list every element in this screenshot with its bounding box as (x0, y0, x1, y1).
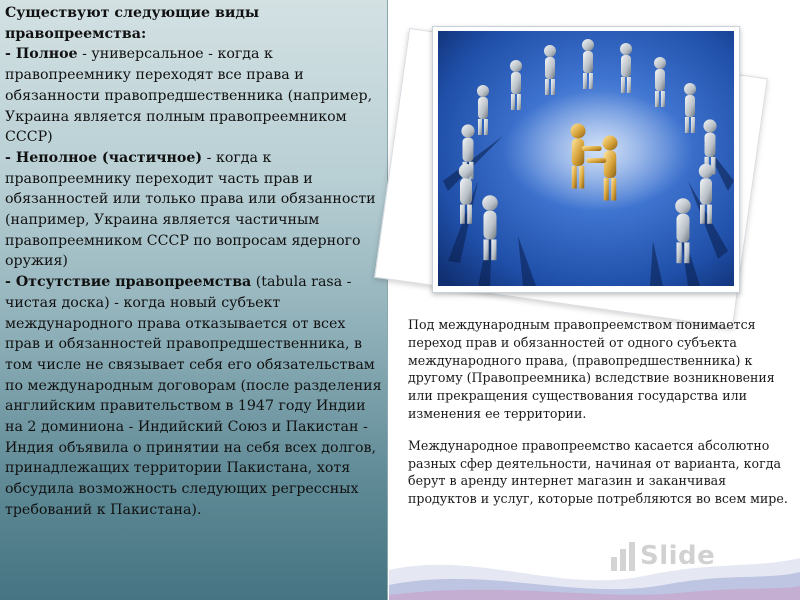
types-paragraph (5, 3, 383, 521)
absent-succession-text: (tabula rasa - чистая доска) - когда новый субъект международного права отказывается от всех прав и обязанностей правопредшественника, в том числе не связывает себя его обязательствам по международным договорам (после разделения английским правительством в 1947 году Индии на 2 доминиона - Индийский Союз и Пакистан - Индия объявила о принятии на себя всех долгов, принадлежащих территории Пакистана, хотя обсудила возможность следующих регрессных требований к Пакистана). (5, 274, 382, 518)
left-text-panel (0, 0, 388, 600)
full-succession-label: - Полное (5, 46, 78, 63)
full-succession-text: - универсальное - когда к правопреемнику переходят все права и обязанности правопредшественника (например, Украина является полным правопреемником СССР) (5, 46, 373, 146)
figures-circle-photo (438, 31, 734, 286)
left-text-block (5, 3, 383, 521)
logo-chart-icon (610, 539, 638, 573)
logo-text: Slide (640, 541, 716, 571)
types-heading: Существуют следующие виды правопреемства: (5, 5, 260, 42)
absent-succession-label: - Отсутствие правопреемства (5, 274, 252, 291)
scope-paragraph: Международное правопреемство касается абсолютно разных сфер деятельности, начиная от варианта, когда берут в аренду интернет магазин и заканчивая продуктов и услуг, которые потребляются во всем мире. (408, 437, 788, 507)
watermark-logo (610, 537, 770, 577)
right-text-block (408, 316, 788, 522)
definition-paragraph: Под международным правопреемством понимается переход прав и обязанностей от одного субъекта международного права, (правопредшественника) к другому (Правопреемника) вследствие возникновения или прекращения существования государства или изменения ее территории. (408, 317, 775, 421)
partial-succession-text: - когда к правопреемнику переходит часть прав и обязанностей или только права или обязанности (например, Украина является частичным правопреемником СССР по вопросам ядерного оружия) (5, 149, 376, 270)
partial-succession-label: - Неполное (частичное) (5, 149, 203, 166)
figures-circle-illustration (438, 31, 734, 286)
